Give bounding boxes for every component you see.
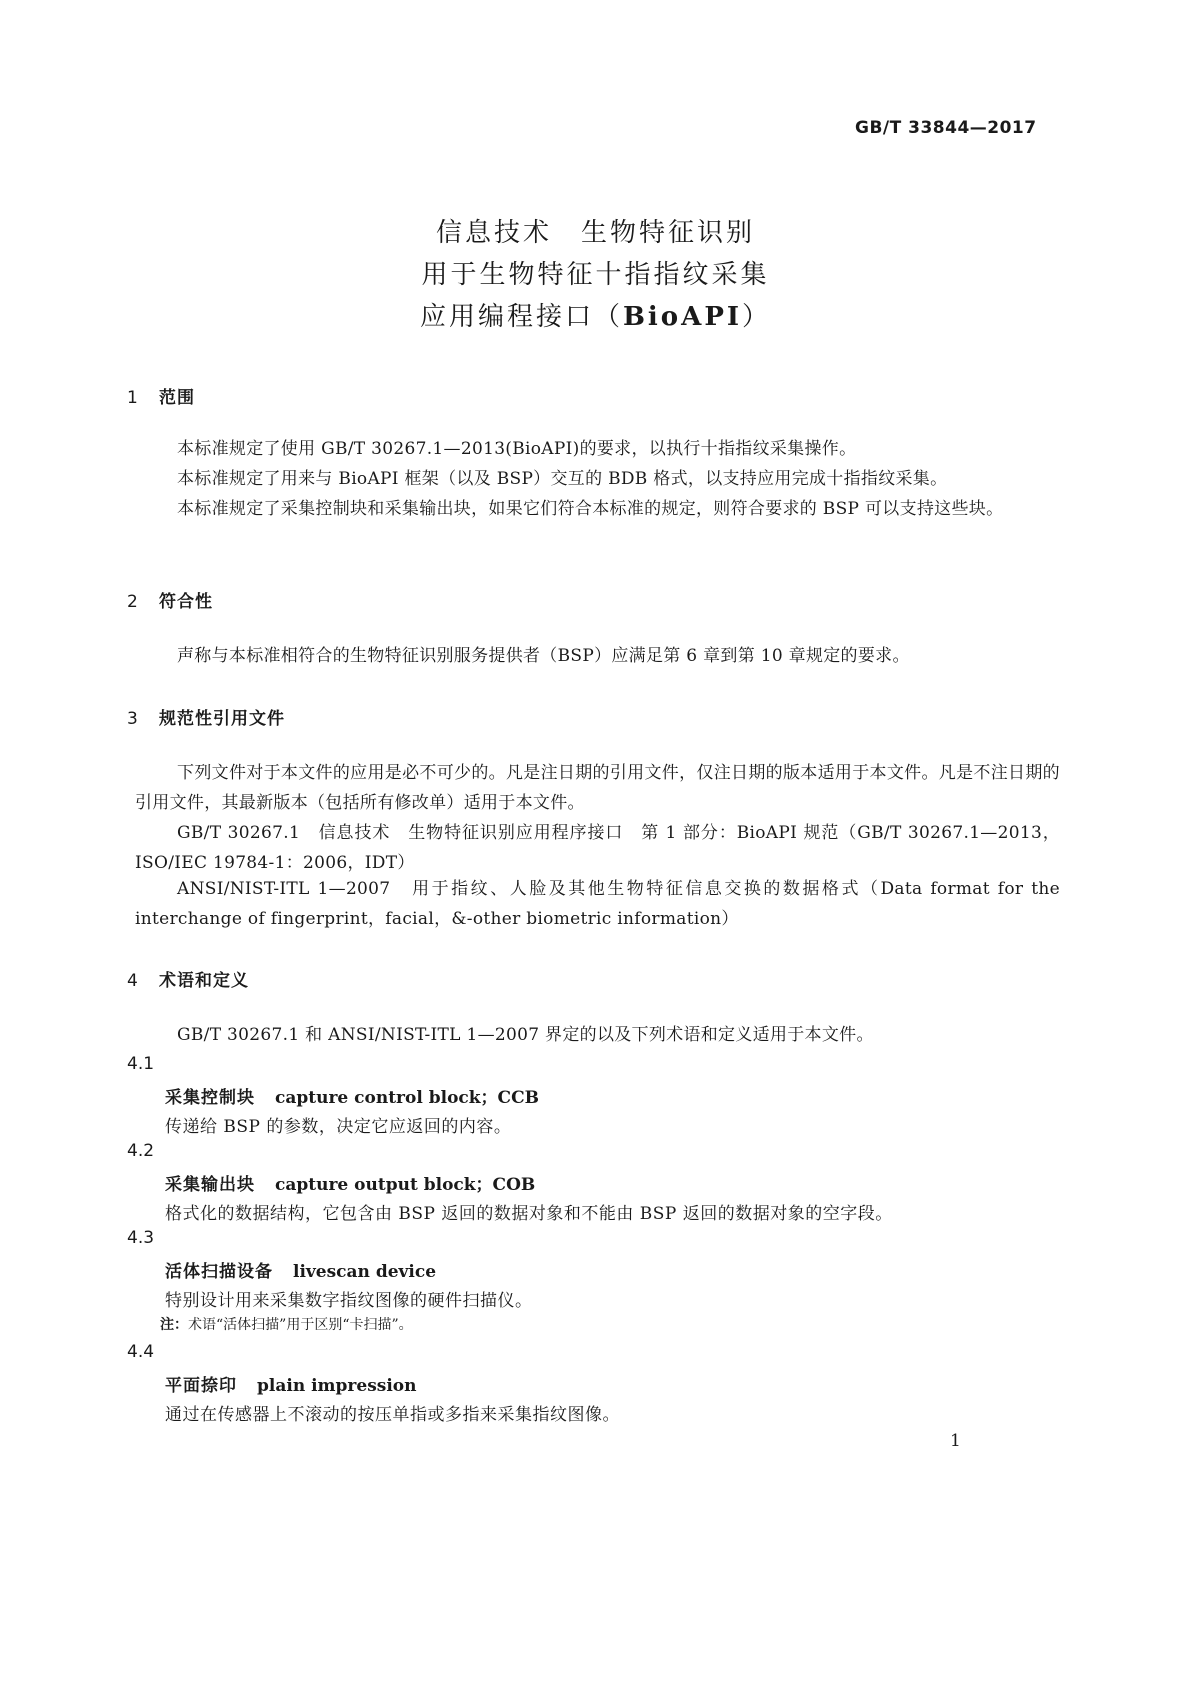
term-definition: 特别设计用来采集数字指纹图像的硬件扫描仪。 (165, 1291, 533, 1311)
paragraph: 下列文件对于本文件的应用是必不可少的。凡是注日期的引用文件，仅注日期的版本适用于本文件。凡是不注日期的引用文件，其最新版本（包括所有修改单）适用于本文件。 (135, 763, 1060, 813)
term-zh: 活体扫描设备 (165, 1262, 273, 1282)
section-title: 术语和定义 (159, 971, 249, 991)
paragraph: 本标准规定了使用 GB/T 30267.1—2013(BioAPI)的要求，以执行十指指纹采集操作。 (177, 439, 857, 459)
title-line-3-suffix: ） (742, 302, 772, 332)
term-zh: 平面捺印 (165, 1376, 237, 1396)
section-heading-3 (127, 704, 285, 729)
paragraph: 本标准规定了用来与 BioAPI 框架（以及 BSP）交互的 BDB 格式，以支持应用完成十指指纹采集。 (177, 469, 948, 489)
term-definition: 格式化的数据结构，它包含由 BSP 返回的数据对象和不能由 BSP 返回的数据对象的空字段。 (165, 1204, 893, 1224)
term-zh: 采集控制块 (165, 1088, 255, 1108)
section-title: 规范性引用文件 (159, 709, 285, 729)
title-line-3-bioapi: BioAPI (622, 302, 743, 332)
note-label: 注： (160, 1317, 188, 1333)
section-number: 3 (127, 709, 139, 729)
section-number: 2 (127, 592, 139, 612)
title-line-3-prefix: 应用编程接口（ (419, 302, 623, 332)
section-title: 符合性 (159, 592, 213, 612)
term-definition: 传递给 BSP 的参数，决定它应返回的内容。 (165, 1117, 512, 1137)
title-line-3 (0, 296, 1191, 333)
paragraph: 声称与本标准相符合的生物特征识别服务提供者（BSP）应满足第 6 章到第 10 章规定的要求。 (177, 646, 910, 666)
term-heading (165, 1170, 535, 1195)
page-number: 1 (950, 1431, 961, 1451)
term-heading (165, 1083, 539, 1108)
term-number: 4.4 (127, 1342, 155, 1362)
section-number: 1 (127, 388, 139, 408)
reference-entry: ANSI/NIST-ITL 1—2007 用于指纹、人脸及其他生物特征信息交换的数据格式（Data format for the interchange of fingerprint，facial，&-other biometric information） (135, 879, 1060, 929)
term-number: 4.3 (127, 1228, 155, 1248)
term-en: plain impression (257, 1376, 417, 1396)
paragraph: 本标准规定了采集控制块和采集输出块，如果它们符合本标准的规定，则符合要求的 BSP 可以支持这些块。 (177, 499, 1004, 519)
term-en: capture output block；COB (275, 1175, 536, 1195)
term-heading (165, 1257, 436, 1282)
standard-id: GB/T 33844—2017 (855, 118, 1037, 138)
section-heading-4 (127, 966, 249, 991)
section-title: 范围 (159, 388, 195, 408)
term-number: 4.2 (127, 1141, 155, 1161)
term-note (160, 1314, 413, 1334)
reference-entry: GB/T 30267.1 信息技术 生物特征识别应用程序接口 第 1 部分：BioAPI 规范（GB/T 30267.1—2013，ISO/IEC 19784-1：2006，IDT） (135, 823, 1060, 873)
section-number: 4 (127, 971, 139, 991)
section-heading-1 (127, 383, 195, 408)
term-definition: 通过在传感器上不滚动的按压单指或多指来采集指纹图像。 (165, 1405, 620, 1425)
title-line-2: 用于生物特征十指指纹采集 (421, 260, 770, 290)
term-number: 4.1 (127, 1054, 155, 1074)
section-heading-2 (127, 587, 213, 612)
note-text: 术语“活体扫描”用于区别“卡扫描”。 (188, 1317, 413, 1333)
paragraph: GB/T 30267.1 和 ANSI/NIST-ITL 1—2007 界定的以及下列术语和定义适用于本文件。 (177, 1025, 874, 1045)
term-zh: 采集输出块 (165, 1175, 255, 1195)
term-heading (165, 1371, 417, 1396)
term-en: livescan device (293, 1262, 437, 1282)
term-en: capture control block；CCB (275, 1088, 539, 1108)
title-line-1: 信息技术 生物特征识别 (435, 218, 755, 248)
